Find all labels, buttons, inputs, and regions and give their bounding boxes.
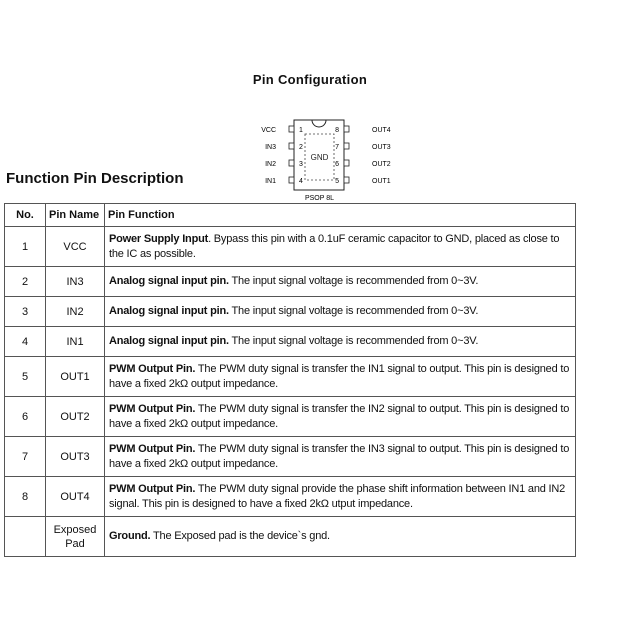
table-row: [5, 437, 576, 477]
pin-name-out3: OUT3: [372, 144, 391, 151]
pin-num-5: 5: [335, 178, 339, 185]
pin-name-vcc: VCC: [261, 127, 276, 134]
function-description: The PWM duty signal is transfer the IN1 signal to output. This pin is designed to have a fixed 2kΩ output impedance.: [109, 363, 570, 390]
pin-number: 5: [5, 357, 46, 397]
pin-name: IN2: [46, 297, 105, 327]
header-pin-function: Pin Function: [105, 204, 576, 227]
table-row: [5, 477, 576, 517]
gnd-label: GND: [310, 153, 329, 162]
pin-function: [105, 397, 576, 437]
pin-name: [46, 517, 105, 557]
pin-name: OUT2: [46, 397, 105, 437]
pin-number: 4: [5, 327, 46, 357]
pin-name-in3: IN3: [265, 144, 276, 151]
function-pin-description-title: Function Pin Description: [6, 170, 184, 187]
pin-function: [105, 357, 576, 397]
package-name: PSOP 8L: [304, 195, 335, 202]
pin-name: OUT4: [46, 477, 105, 517]
pin-name: OUT1: [46, 357, 105, 397]
function-description: The PWM duty signal is transfer the IN2 signal to output. This pin is designed to have a fixed 2kΩ output impedance.: [109, 403, 570, 430]
pin-number: 6: [5, 397, 46, 437]
function-description: . Bypass this pin with a 0.1uF ceramic capacitor to GND, placed as close to the IC as possible.: [109, 233, 560, 260]
ic-package-diagram: [248, 118, 408, 208]
function-heading: Analog signal input pin.: [109, 305, 229, 318]
function-heading: PWM Output Pin.: [109, 443, 196, 455]
pin-num-6: 6: [335, 161, 339, 168]
pin-num-8: 8: [335, 127, 339, 134]
function-heading: Power Supply Input: [109, 233, 209, 245]
pin-num-1: 1: [299, 127, 303, 134]
header-pin-name: Pin Name: [46, 204, 105, 227]
pin-number: 8: [5, 477, 46, 517]
pin-num-7: 7: [335, 144, 339, 151]
pin-number: 1: [5, 227, 46, 267]
function-description: The input signal voltage is recommended from 0~3V.: [228, 305, 479, 318]
pin-num-3: 3: [299, 161, 303, 168]
table-row: [5, 297, 576, 327]
pin-configuration-title: Pin Configuration: [252, 72, 368, 87]
function-description: The input signal voltage is recommended from 0~3V.: [228, 335, 479, 348]
pin-num-4: 4: [299, 178, 303, 185]
function-heading: PWM Output Pin.: [109, 363, 196, 375]
pin-num-2: 2: [299, 144, 303, 151]
pin-function-table: [4, 203, 576, 557]
function-heading: Analog signal input pin.: [109, 275, 229, 288]
function-description: The input signal voltage is recommended from 0~3V.: [228, 275, 479, 288]
table-header-row: [5, 204, 576, 227]
function-heading: Analog signal input pin.: [109, 335, 229, 348]
pin-name-in2: IN2: [265, 161, 276, 168]
function-heading: PWM Output Pin.: [109, 483, 196, 495]
table-row: [5, 327, 576, 357]
pin-function: [105, 227, 576, 267]
pin-name-out4: OUT4: [372, 127, 391, 134]
pin-name-line1: Exposed: [53, 523, 97, 536]
function-heading: Ground.: [109, 530, 151, 543]
pin-function: [105, 437, 576, 477]
pin-number: 7: [5, 437, 46, 477]
pin-name: VCC: [46, 227, 105, 267]
function-heading: PWM Output Pin.: [109, 403, 196, 415]
function-description: The PWM duty signal is transfer the IN3 signal to output. This pin is designed to have a fixed 2kΩ output impedance.: [109, 443, 570, 470]
function-description: The Exposed pad is the device`s gnd.: [150, 530, 330, 543]
table-row: [5, 267, 576, 297]
pin-name-out1: OUT1: [372, 178, 391, 185]
table-row: [5, 227, 576, 267]
pin-name-out2: OUT2: [372, 161, 391, 168]
table-row: [5, 397, 576, 437]
pin-function: [105, 327, 576, 357]
table-row: [5, 517, 576, 557]
pin-name: IN1: [46, 327, 105, 357]
pin-name: IN3: [46, 267, 105, 297]
pin-function: [105, 267, 576, 297]
pin-number: 3: [5, 297, 46, 327]
pin-function: [105, 477, 576, 517]
pin-number: 2: [5, 267, 46, 297]
pin-name-line2: Pad: [65, 537, 85, 550]
pin-number: [5, 517, 46, 557]
header-no: No.: [5, 204, 46, 227]
table-row: [5, 357, 576, 397]
pin-function: [105, 517, 576, 557]
pin-name: OUT3: [46, 437, 105, 477]
function-description: The PWM duty signal provide the phase shift information between IN1 and IN2 signal. This pin is designed to have a fixed 2kΩ utput impedance.: [109, 483, 566, 510]
pin-name-in1: IN1: [265, 178, 276, 185]
pin-function: [105, 297, 576, 327]
